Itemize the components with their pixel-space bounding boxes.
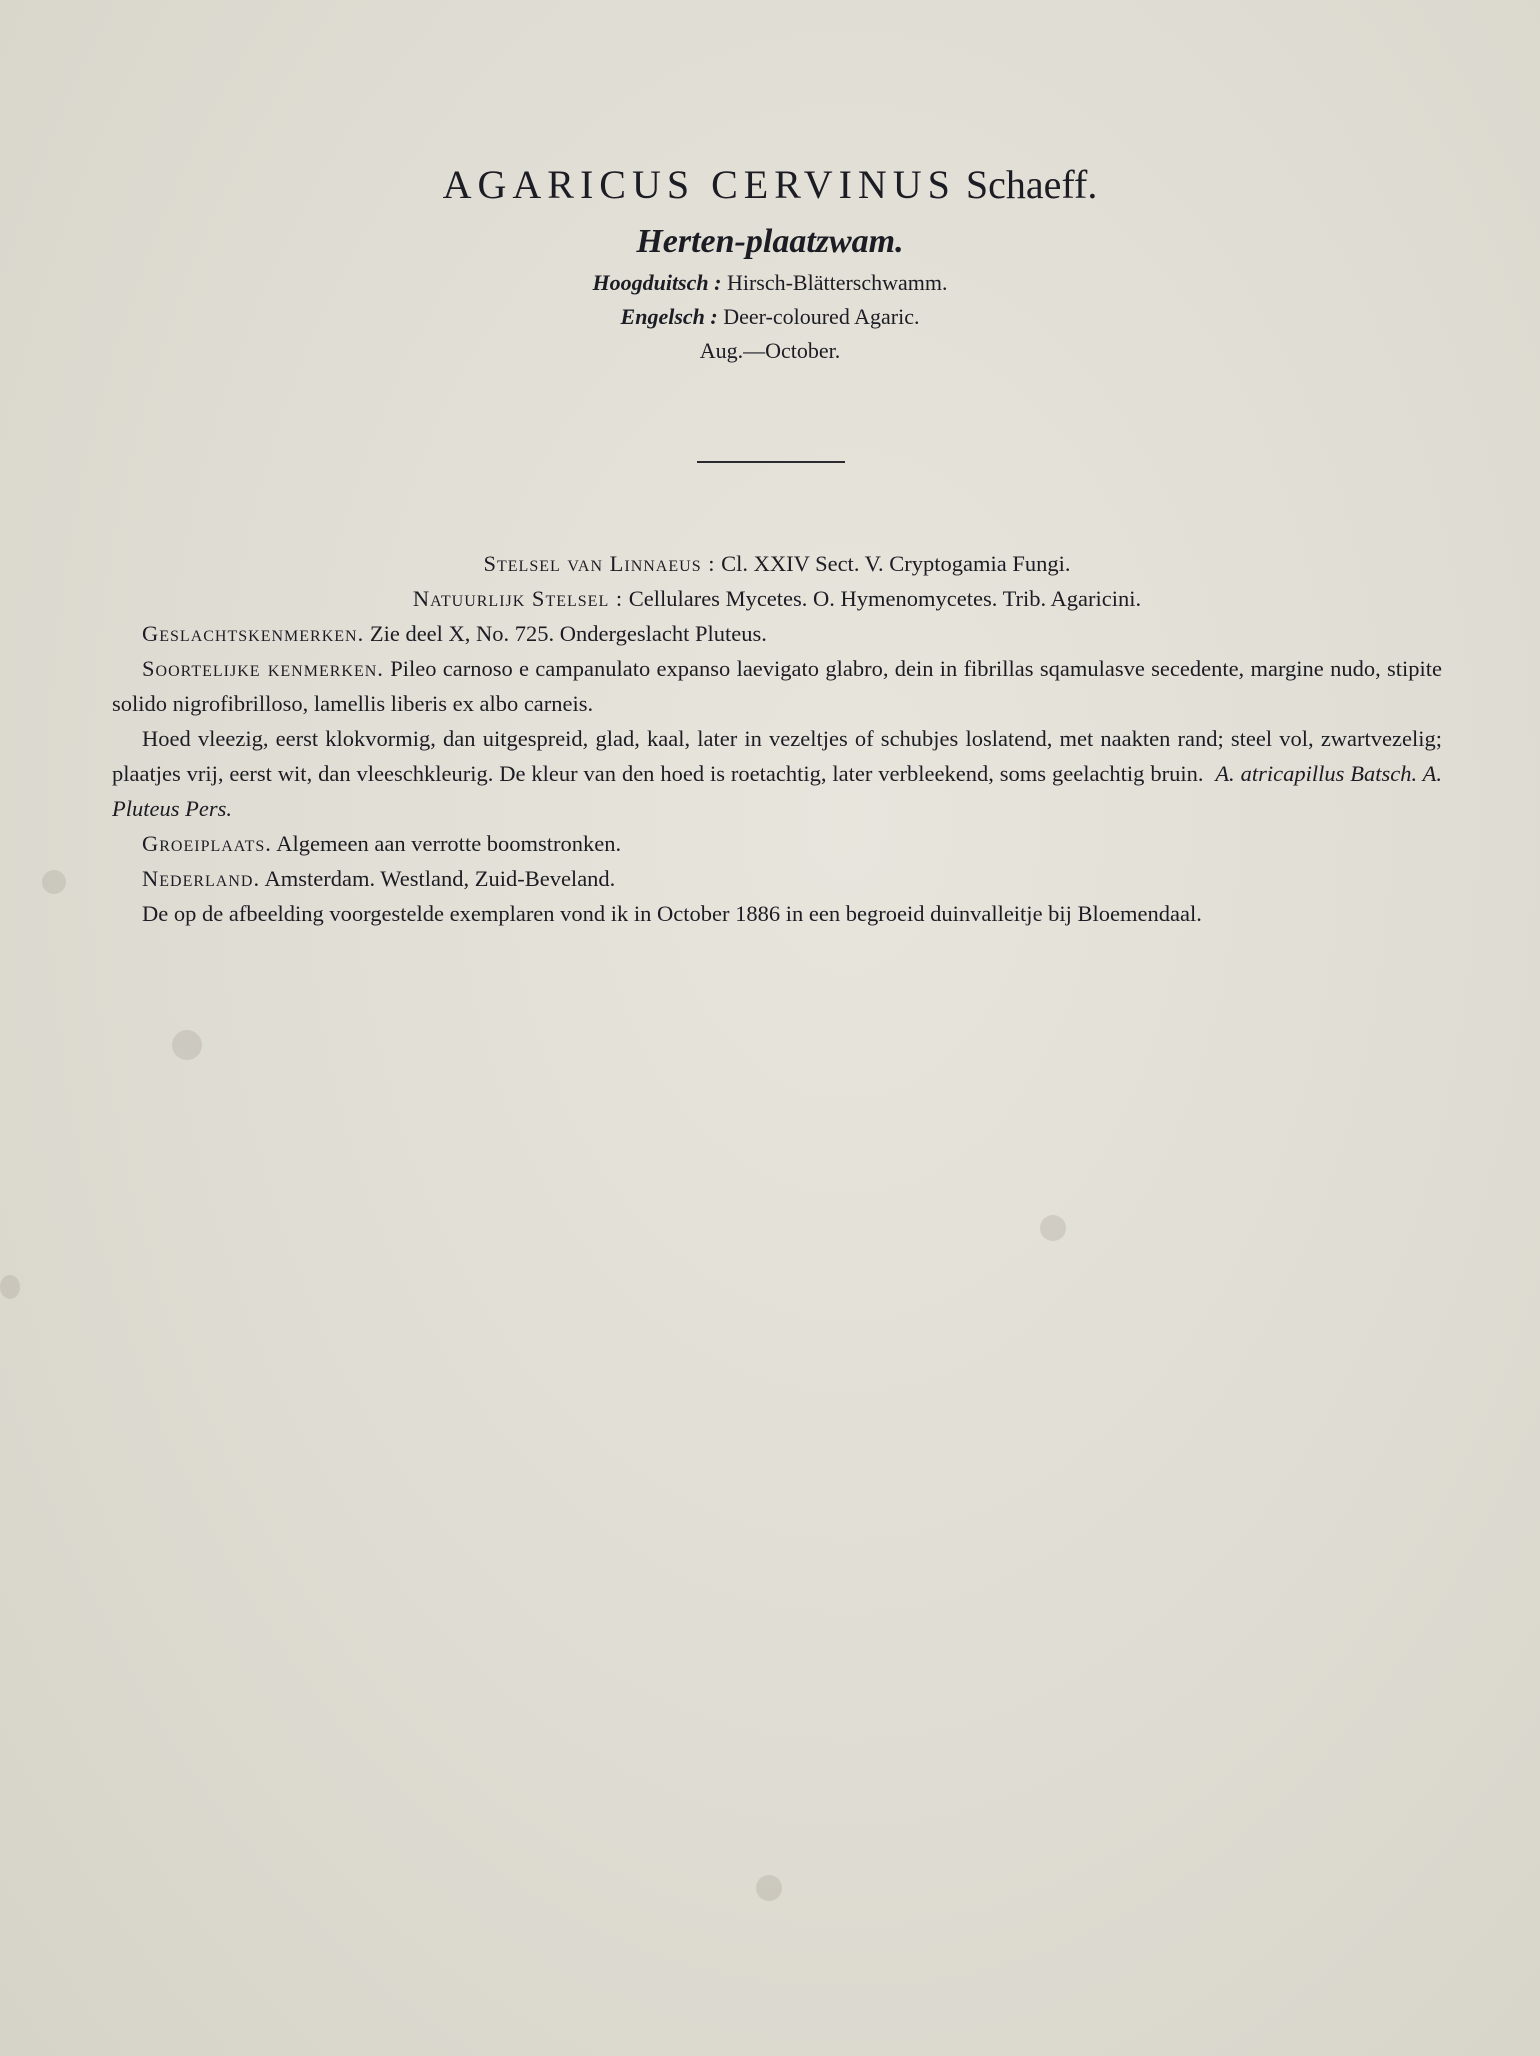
english-name: Deer-coloured Agaric. (723, 304, 920, 329)
natural-system-line (112, 581, 1442, 616)
german-name: Hirsch-Blätterschwamm. (726, 270, 948, 295)
natural-system-text: Cellulares Mycetes. O. Hymenomycetes. Trib. Agaricini. (628, 586, 1142, 611)
paper-spot (1040, 1215, 1066, 1241)
paper-spot (0, 1275, 20, 1299)
netherlands-label: Nederland. (142, 866, 261, 891)
note-paragraph (112, 896, 1442, 931)
species-text: Pileo carnoso e campanulato expanso laevigato glabro, dein in fibrillas sqamulasve secedente, margine nudo, stipite solido nigrofibrilloso, lamellis liberis ex albo carneis. (112, 656, 1443, 716)
linnaeus-label: Stelsel van Linnaeus : (483, 551, 716, 576)
genus-text: Zie deel X, No. 725. Ondergeslacht Pluteus. (369, 621, 767, 646)
german-name-line (0, 266, 1540, 300)
description-text: Hoed vleezig, eerst klokvormig, dan uitgespreid, glad, kaal, later in vezeltjes of schubjes loslatend, met naakten rand; steel vol, zwartvezelig; plaatjes vrij, eerst wit, dan vleeschkleurig. De kleur van den hoed is roetachtig, later verbleekend, soms geelachtig bruin. (112, 726, 1442, 786)
divider (697, 461, 845, 463)
page-title (0, 160, 1540, 210)
species-label: Soortelijke kenmerken. (142, 656, 384, 681)
netherlands-paragraph (112, 861, 1442, 896)
description-paragraph (112, 721, 1442, 826)
season: Aug.—October. (699, 338, 841, 363)
paper-spot (42, 870, 66, 894)
english-name-line (0, 300, 1540, 334)
natural-system-label: Natuurlijk Stelsel : (412, 586, 624, 611)
habitat-paragraph (112, 826, 1442, 861)
habitat-label: Groeiplaats. (142, 831, 272, 856)
synonyms: A. atricapillus Batsch. A. Pluteus Pers. (112, 761, 1443, 821)
linnaeus-text: Cl. XXIV Sect. V. Cryptogamia Fungi. (721, 551, 1071, 576)
dutch-name: Herten-plaatzwam. (636, 223, 904, 260)
genus-paragraph (112, 616, 1442, 651)
species-paragraph (112, 651, 1442, 721)
netherlands-text: Amsterdam. Westland, Zuid-Beveland. (264, 866, 616, 891)
habitat-text: Algemeen aan verrotte boomstronken. (276, 831, 622, 856)
note-text: De op de afbeelding voorgestelde exemplaren vond ik in October 1886 in een begroeid duinvalleitje bij Bloemendaal. (142, 901, 1202, 926)
linnaeus-line (112, 546, 1442, 581)
english-label: Engelsch : (620, 304, 718, 329)
german-label: Hoogduitsch : (592, 270, 722, 295)
page-header (0, 160, 1540, 368)
paper-spot (756, 1875, 782, 1901)
paper-spot (172, 1030, 202, 1060)
species-author: Schaeff. (965, 162, 1098, 207)
page-body (112, 546, 1442, 931)
species-name: AGARICUS CERVINUS (442, 162, 956, 207)
genus-label: Geslachtskenmerken. (142, 621, 365, 646)
